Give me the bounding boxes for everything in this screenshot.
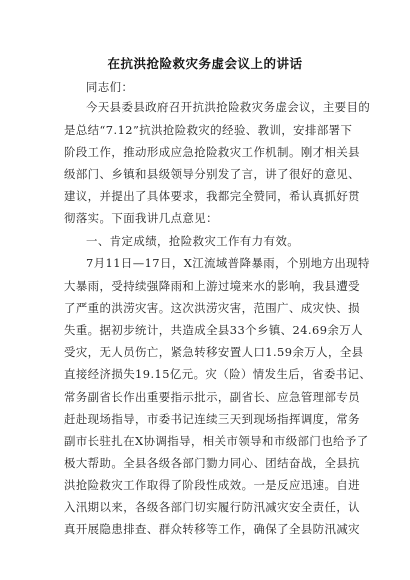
paragraph-line: 极大帮助。全县各级各部门勠力同心、团结奋战，全县抗 [64, 456, 361, 470]
paragraph-line: 了严重的洪涝灾害。这次洪涝灾害，范围广、成灾快、损 [64, 301, 361, 315]
paragraph-line: 大暴雨，受持续强降雨和上游过境来水的影响，我县遭受 [64, 279, 361, 293]
paragraph-line: 建议，并提出了具体要求，我都完全赞同，希认真抓好贯 [64, 189, 361, 203]
paragraph-line: 失重。据初步统计，共造成全县33个乡镇、24.69余万人 [64, 323, 363, 337]
paragraph-line: 是总结“7.12”抗洪抢险救灾的经验、教训，安排部署下 [64, 123, 353, 137]
paragraph-line: 级部门、乡镇和县级领导分别发了言，讲了很好的意见、 [64, 167, 361, 181]
paragraph-line: 今天县委县政府召开抗洪抢险救灾务虚会议，主要目的 [86, 100, 371, 114]
paragraph-line: 直接经济损失19.15亿元。灾（险）情发生后，省委书记、 [64, 367, 372, 381]
paragraph-line: 赶赴现场指导，市委书记连续三天到现场指挥调度，常务 [64, 412, 361, 426]
paragraph-line: 受灾，无人员伤亡，紧急转移安置人口1.59余万人，全县 [64, 345, 364, 359]
paragraph-line: 入汛期以来，各级各部门切实履行防汛减灾安全责任，认 [64, 500, 361, 514]
paragraph-line: 常务副省长作出重要指示批示，副省长、应急管理部专员 [64, 390, 361, 404]
paragraph-line: 洪抢险救灾工作取得了阶段性成效。一是反应迅速。自进 [64, 478, 361, 492]
paragraph-line: 阶段工作，推动形成应急抢险救灾工作机制。刚才相关县 [64, 145, 361, 159]
paragraph-line: 彻落实。下面我讲几点意见： [64, 211, 218, 225]
salutation-line: 同志们： [86, 80, 134, 94]
paragraph-line: 真开展隐患排查、群众转移等工作，确保了全县防汛减灾 [64, 522, 361, 536]
paragraph-line: 7月11日—17日，X江流域普降暴雨，个别地方出现特 [86, 256, 370, 270]
section-heading: 一、肯定成绩，抢险救灾工作有力有效。 [86, 234, 300, 248]
document-title: 在抗洪抢险救灾务虚会议上的讲话 [107, 56, 303, 71]
paragraph-line: 副市长驻扎在X协调指导，相关市领导和市级部门也给予了 [64, 434, 369, 448]
